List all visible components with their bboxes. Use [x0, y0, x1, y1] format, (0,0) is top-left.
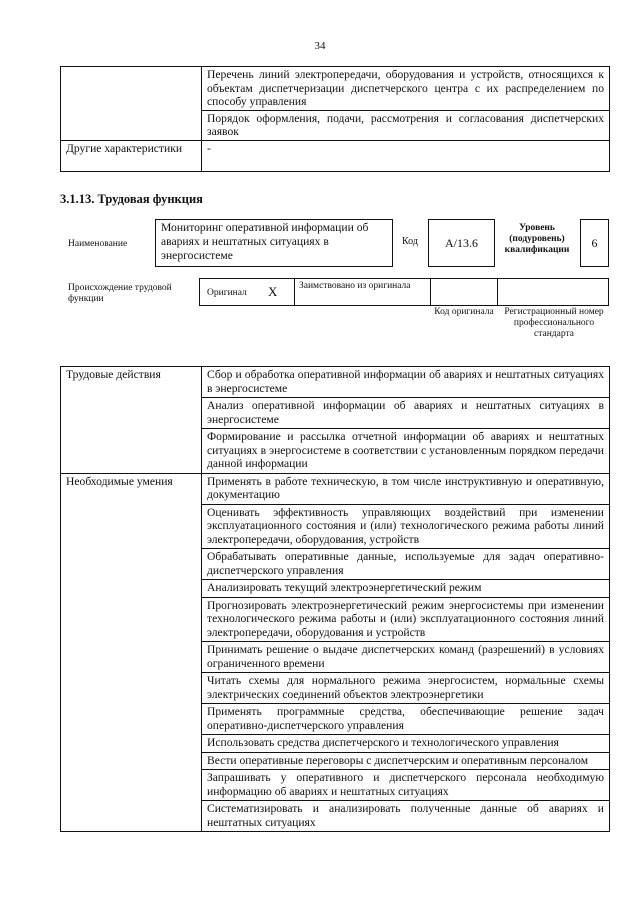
origin-reg-box — [497, 278, 609, 306]
code-label: Код — [402, 236, 418, 247]
table-row — [61, 473, 610, 504]
table-cell-label: Другие характеристики — [61, 140, 202, 171]
item-cell: Использовать средства диспетчерского и технологического управления — [202, 735, 610, 753]
name-label: Наименование — [68, 239, 128, 249]
borrowed-label: Заимствовано из оригинала — [299, 281, 411, 291]
item-cell: Анализ оперативной информации об авариях и нештатных ситуациях в энергосистеме — [202, 398, 610, 429]
original-mark: X — [268, 284, 278, 299]
level-label: Уровень (подуровень) квалификации — [504, 223, 570, 255]
level-value-box: 6 — [580, 219, 609, 267]
origin-code-box — [430, 278, 498, 306]
origin-original-box — [199, 278, 295, 306]
item-cell: Применять программные средства, обеспечивающие решение задач оперативно-диспетчерского управления — [202, 704, 610, 735]
item-cell: Прогнозировать электроэнергетический режим энергосистемы при изменении технологического режима работы и (или) эксплуатационного состояния линий электропередачи, оборудования и устройств — [202, 597, 610, 642]
category-cell: Трудовые действия — [61, 367, 202, 474]
item-cell: Вести оперативные переговоры с диспетчерским и оперативным персоналом — [202, 752, 610, 770]
table-cell-item: Порядок оформления, подачи, рассмотрения и согласования диспетчерских заявок — [202, 110, 610, 140]
page-number: 34 — [314, 40, 326, 52]
item-cell: Формирование и рассылка отчетной информации об авариях и нештатных ситуациях в энергосистеме в соответствии с установленным порядком передачи данной информации — [202, 429, 610, 474]
code-caption: Код оригинала — [434, 307, 494, 317]
table-row — [61, 367, 610, 398]
function-code-box: А/13.6 — [428, 219, 495, 267]
table-cell-label — [61, 67, 202, 141]
item-cell: Систематизировать и анализировать полученные данные об авариях и нештатных ситуациях — [202, 801, 610, 832]
section-title: 3.1.13. Трудовая функция — [60, 192, 203, 206]
item-cell: Сбор и обработка оперативной информации об авариях и нештатных ситуациях в энергосистеме — [202, 367, 610, 398]
item-cell: Запрашивать у оперативного и диспетчерского персонала необходимую информацию об авариях и нештатных ситуациях — [202, 770, 610, 801]
table-cell-item: Перечень линий электропередачи, оборудования и устройств, относящихся к объектам диспетчеризации диспетчерского центра с их распределением по способу управления — [202, 67, 610, 111]
category-cell: Необходимые умения — [61, 473, 202, 832]
table-cell-item: - — [202, 140, 610, 171]
origin-label: Происхождение трудовой функции — [68, 283, 172, 304]
item-cell: Принимать решение о выдаче диспетчерских команд (разрешений) в условиях ограниченного времени — [202, 642, 610, 673]
reg-caption: Регистрационный номер профессионального стандарта — [504, 307, 604, 339]
continuation-table — [60, 66, 610, 172]
item-cell: Оценивать эффективность управляющих воздействий при изменении эксплуатационного состояния и (или) технологического режима работы линий электропередачи, оборудования, устройств — [202, 504, 610, 549]
origin-borrowed-box — [294, 278, 431, 306]
item-cell: Применять в работе техническую, в том числе инструктивную и оперативную, документацию — [202, 473, 610, 504]
item-cell: Читать схемы для нормального режима энергосистем, нормальные схемы электрических соединений объектов электроэнергетики — [202, 673, 610, 704]
function-name-box: Мониторинг оперативной информации об авариях и нештатных ситуациях в энергосистеме — [155, 219, 393, 267]
table-row — [61, 67, 610, 111]
item-cell: Обрабатывать оперативные данные, используемые для задач оперативно-диспетчерского управления — [202, 549, 610, 580]
labor-function-table — [60, 366, 610, 832]
item-cell: Анализировать текущий электроэнергетический режим — [202, 580, 610, 598]
table-row — [61, 140, 610, 171]
original-label: Оригинал — [207, 288, 247, 298]
